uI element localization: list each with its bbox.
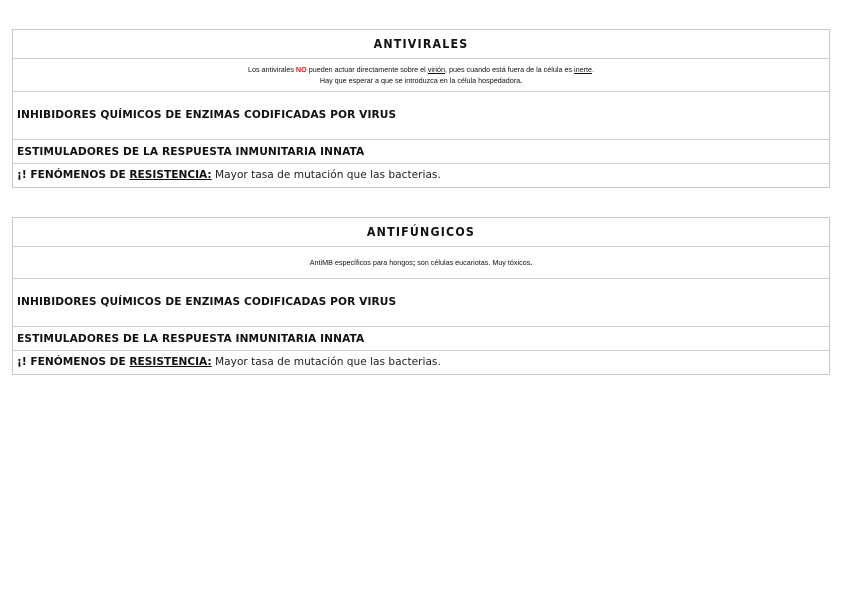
description-line-1 bbox=[13, 64, 829, 75]
desc-text: Hay que esperar a que se introduzca en la célula hospedadora bbox=[319, 76, 521, 85]
desc-text: . bbox=[520, 76, 523, 85]
resistencia-term: RESISTENCIA: bbox=[129, 356, 212, 368]
desc-text: Los antivirales bbox=[247, 65, 296, 74]
desc-text: AntiMB específicos para hongos bbox=[309, 258, 413, 267]
resistencia-term: RESISTENCIA: bbox=[129, 169, 212, 181]
virion-term: virión bbox=[427, 65, 445, 74]
desc-text: ; bbox=[412, 258, 416, 267]
description-line-2 bbox=[13, 75, 829, 86]
section-description bbox=[13, 246, 829, 278]
warning-lead: ¡! FENÓMENOS DE bbox=[17, 356, 130, 368]
row-inhibidores: INHIBIDORES QUÍMICOS DE ENZIMAS CODIFICADAS POR VIRUS bbox=[13, 91, 829, 139]
negation-highlight: NO bbox=[295, 65, 307, 74]
section-description bbox=[13, 58, 829, 91]
row-resistencia bbox=[13, 350, 829, 374]
row-estimuladores: ESTIMULADORES DE LA RESPUESTA INMUNITARIA INNATA bbox=[13, 139, 829, 163]
antivirales-table bbox=[12, 29, 830, 188]
desc-text: son células eucariotas. Muy tóxicos bbox=[415, 258, 531, 267]
warning-text: Mayor tasa de mutación que las bacterias. bbox=[211, 169, 441, 181]
desc-text: . bbox=[530, 258, 533, 267]
inerte-term: inerte bbox=[574, 65, 593, 74]
desc-text: . bbox=[592, 65, 595, 74]
antifungicos-table bbox=[12, 217, 830, 375]
row-resistencia bbox=[13, 163, 829, 187]
desc-text: pueden actuar directamente sobre el bbox=[306, 65, 428, 74]
row-estimuladores: ESTIMULADORES DE LA RESPUESTA INMUNITARIA INNATA bbox=[13, 326, 829, 350]
description-line-1 bbox=[13, 257, 829, 268]
warning-text: Mayor tasa de mutación que las bacterias. bbox=[211, 356, 441, 368]
desc-text: , pues cuando está fuera de la célula es bbox=[444, 65, 575, 74]
section-title: ANTIVIRALES bbox=[373, 37, 469, 51]
section-title: ANTIFÚNGICOS bbox=[366, 225, 476, 239]
row-inhibidores: INHIBIDORES QUÍMICOS DE ENZIMAS CODIFICADAS POR VIRUS bbox=[13, 278, 829, 326]
warning-lead: ¡! FENÓMENOS DE bbox=[17, 169, 130, 181]
